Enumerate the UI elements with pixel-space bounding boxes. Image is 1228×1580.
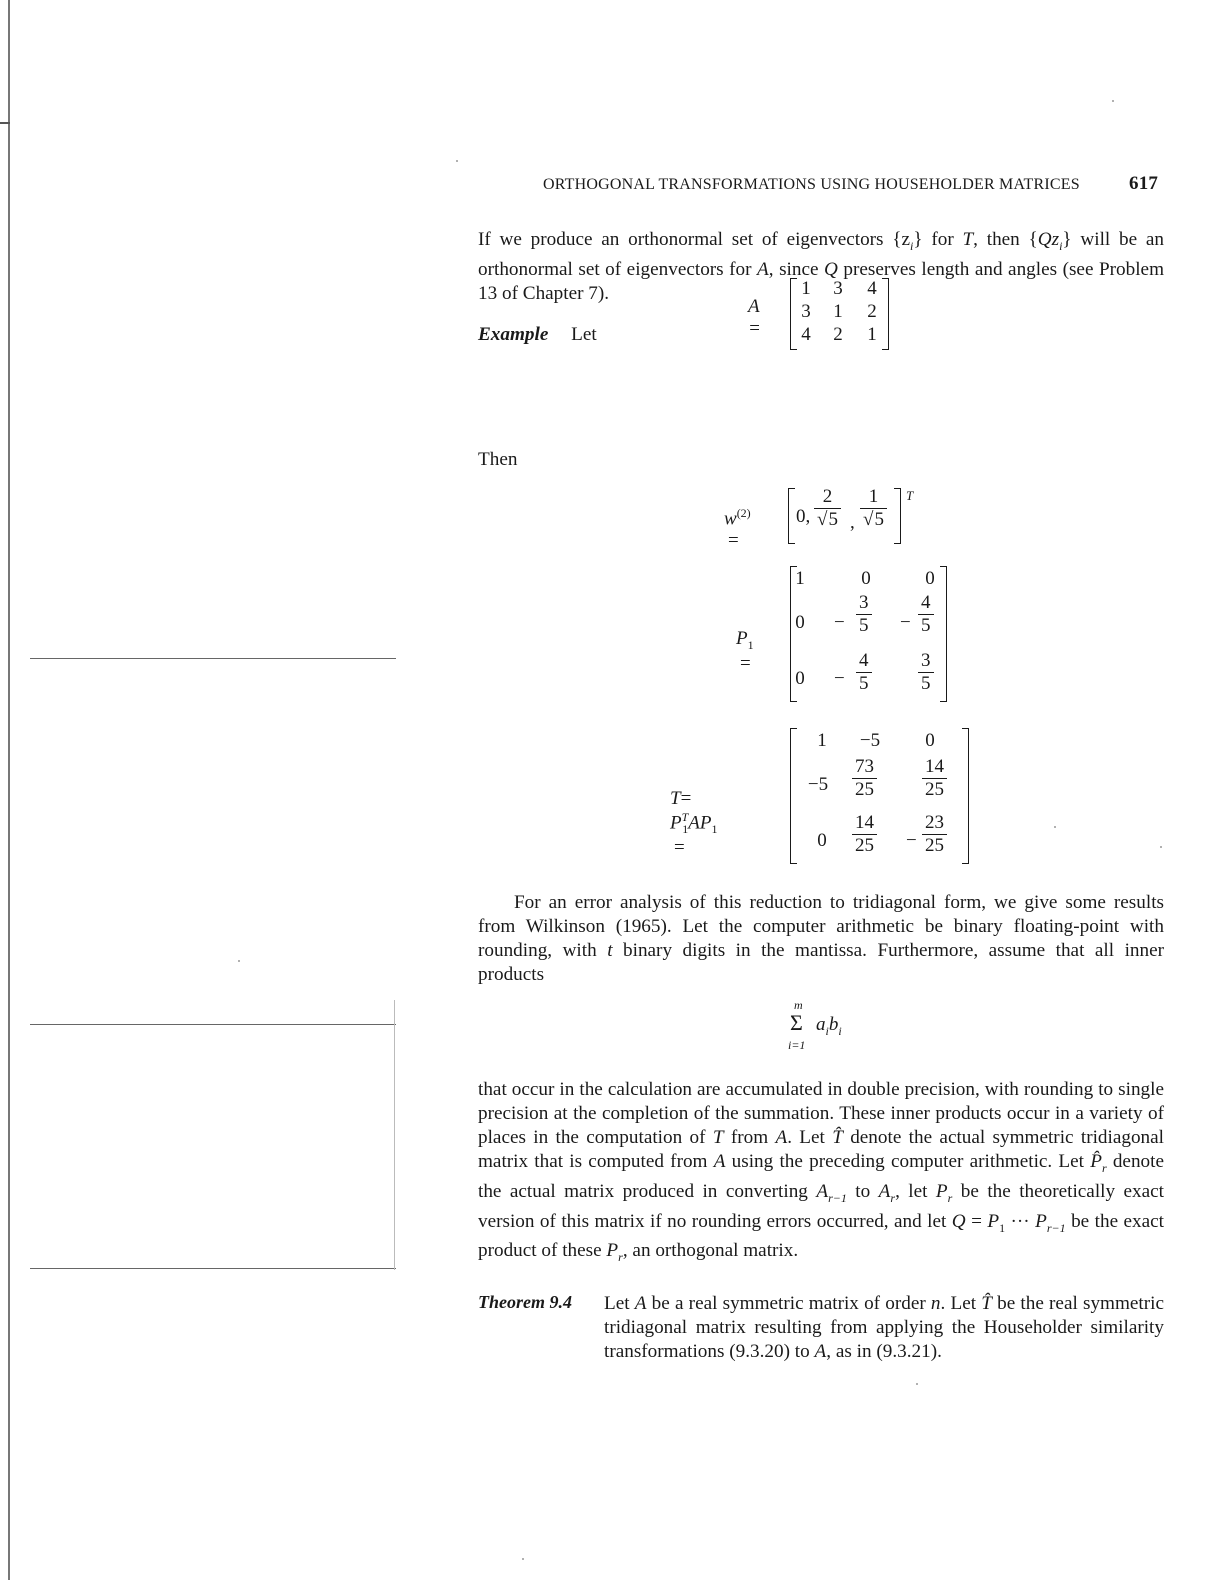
matrix-T-lhs: $T= P^T_1AP_1$ =	[670, 788, 718, 859]
theorem-label: Theorem 9.4	[478, 1292, 572, 1312]
scan-speck	[522, 1558, 524, 1560]
matrix-P1-frac: $\frac{3}{5}$	[856, 592, 872, 637]
matrix-A-cell: 3	[801, 301, 811, 322]
theorem-statement: Let A be a real symmetric matrix of order n. Let T̂ be the real symmetric tridiagonal matrix resulting from applying the Householder similarity transformations (9.3.20) to A, as in (9.3.21).	[604, 1293, 1164, 1362]
page-number: 617	[1129, 173, 1159, 194]
running-title: ORTHOGONAL TRANSFORMATIONS USING HOUSEHOLDER MATRICES	[543, 176, 1080, 193]
example-heading	[478, 324, 597, 346]
minus-sign: −	[900, 612, 911, 633]
intro-paragraph: If we produce an orthonormal set of eigenvectors $\{z_i\}$ for T, then $\{Qz_i\}$ will be an orthonormal set of eigenvectors for A, since Q preserves length and angles (see Problem 13 of Chapter 7).	[478, 229, 1164, 304]
vector-w2-right-bracket	[894, 488, 901, 544]
matrix-A-cell: 4	[867, 278, 877, 299]
scan-rule	[30, 1024, 396, 1025]
example-text: Let	[571, 324, 597, 345]
vector-w2-frac: $\frac{1}{√5}$	[860, 486, 887, 531]
matrix-T-cell: −5	[807, 774, 829, 795]
scan-speck	[238, 960, 240, 962]
matrix-T-frac: $\frac{14}{25}$	[852, 812, 877, 857]
vector-w2-comma: ,	[850, 512, 855, 533]
scan-vertical	[394, 1000, 395, 1270]
matrix-P1-cell: 1	[795, 568, 805, 589]
matrix-A-cell: 1	[867, 324, 877, 345]
matrix-P1-cell: 0	[925, 568, 935, 589]
matrix-P1-lhs: $P_1$ =	[736, 628, 754, 674]
matrix-P1-frac: $\frac{3}{5}$	[918, 650, 934, 695]
vector-w2-frac: $\frac{2}{√5}$	[814, 486, 841, 531]
matrix-P1-cell: 0	[861, 568, 871, 589]
error-analysis-paragraph: For an error analysis of this reduction to tridiagonal form, we give some results from Wilkinson (1965). Let the computer arithmetic be binary floating-point with rounding, with t binary digits in the mantissa. Furthermore, assume that all inner products	[478, 892, 1164, 985]
matrix-A-cell: 1	[801, 278, 811, 299]
scan-tick	[0, 122, 10, 124]
matrix-T-left-bracket	[790, 728, 797, 864]
rounding-paragraph: that occur in the calculation are accumulated in double precision, with rounding to single precision at the completion of the summation. These inner products occur in a variety of places in the computation of T from A. Let T̂ denote the actual symmetric tridiagonal matrix that is computed from A using the preceding computer arithmetic. Let $P̂_r$ denote the actual matrix produced in converting $A_{r-1}$ to $A_r$, let $P_r$ be the theoretically exact version of this matrix if no rounding errors occurred, and let $Q = P_1$ ··· $P_{r-1}$ be the exact product of these $P_r$, an orthogonal matrix.	[478, 1079, 1164, 1265]
sum-sigma: Σ	[790, 1010, 803, 1035]
matrix-T-cell: −5	[859, 730, 881, 751]
scan-rule	[30, 1268, 396, 1269]
matrix-A-cell: 3	[833, 278, 843, 299]
matrix-T-frac: $\frac{73}{25}$	[852, 756, 877, 801]
scan-speck	[1054, 826, 1056, 828]
matrix-A-cell: 2	[833, 324, 843, 345]
matrix-T-cell: 0	[817, 830, 827, 851]
example-label: Example	[478, 324, 549, 345]
running-header	[543, 173, 1163, 194]
sum-lower-limit: i=1	[788, 1038, 806, 1052]
scan-speck	[456, 160, 458, 162]
vector-w2-left-bracket	[788, 488, 795, 544]
inner-product-sum	[790, 998, 870, 1058]
matrix-T-cell: 1	[817, 730, 827, 751]
matrix-P1-cell: 0	[795, 612, 805, 633]
matrix-P1-cell: 0	[795, 668, 805, 689]
matrix-T-cell: 0	[925, 730, 935, 751]
vector-w2-transpose: T	[906, 488, 914, 503]
scan-speck	[1160, 846, 1162, 848]
vector-w2-entry: 0,	[796, 506, 811, 527]
scan-speck	[1112, 100, 1114, 102]
minus-sign: −	[834, 668, 845, 689]
matrix-P1-frac: $\frac{4}{5}$	[856, 650, 872, 695]
matrix-A-lhs: A =	[748, 296, 761, 339]
matrix-P1-frac: $\frac{4}{5}$	[918, 592, 934, 637]
matrix-T-right-bracket	[962, 728, 969, 864]
matrix-T-frac: $\frac{23}{25}$	[922, 812, 947, 857]
minus-sign: −	[906, 830, 917, 851]
sum-body: $a_ib_i$	[816, 1014, 842, 1038]
scan-speck	[916, 1383, 918, 1385]
vector-w2-lhs: $w^{(2)}$ =	[724, 506, 751, 552]
matrix-A-cell: 2	[867, 301, 877, 322]
scan-rule	[30, 658, 396, 659]
then-label: Then	[478, 449, 518, 470]
minus-sign: −	[834, 612, 845, 633]
matrix-A-cell: 4	[801, 324, 811, 345]
scan-edge-line	[8, 0, 10, 1580]
matrix-T-frac: $\frac{14}{25}$	[922, 756, 947, 801]
sum-upper-limit: m	[794, 998, 803, 1012]
matrix-A-cell: 1	[833, 301, 843, 322]
